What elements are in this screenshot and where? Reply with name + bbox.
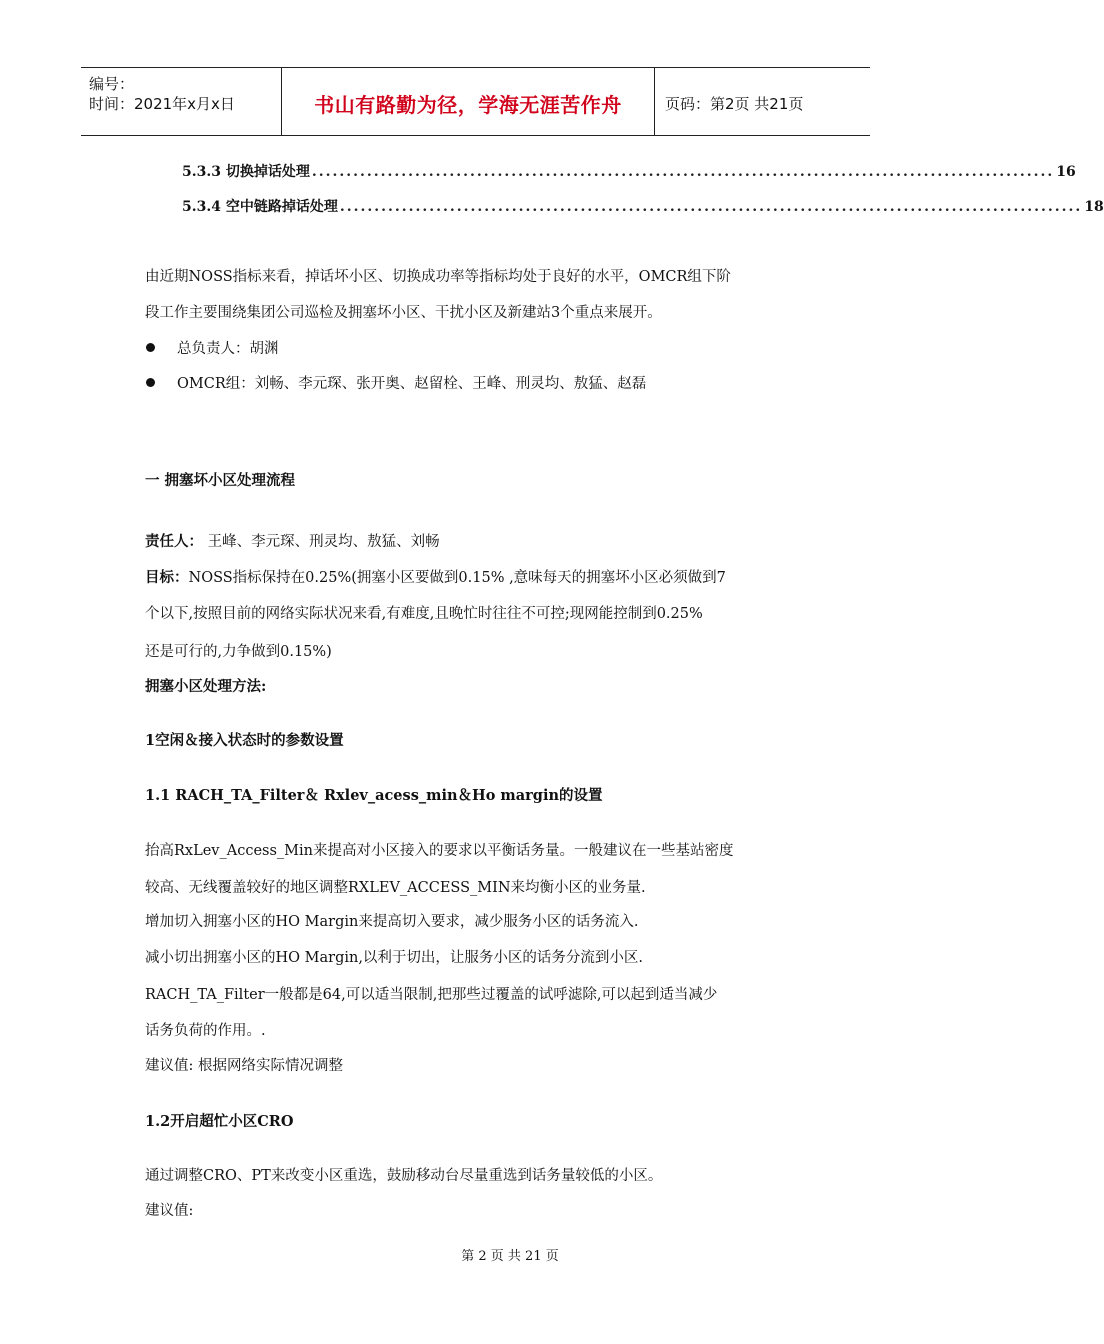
target-label: 目标： [145, 569, 189, 586]
toc-entry[interactable] [182, 196, 1104, 218]
method-heading: 拥塞小区处理方法: [145, 678, 267, 695]
intro-paragraph-line: 由近期NOSS指标来看，掉话坏小区、切换成功率等指标均处于良好的水平，OMCR组下阶 [145, 269, 731, 285]
body-line: 增加切入拥塞小区的HO Margin来提高切入要求，减少服务小区的话务流入. [145, 914, 639, 930]
toc-leader-dots: ............................................................................................................ [311, 164, 1055, 180]
toc-entry-label: 5.3.3 切换掉话处理 [182, 164, 310, 180]
toc-entry-page: 16 [1056, 164, 1076, 180]
body-line: 抬高RxLev_Access_Min来提高对小区接入的要求以平衡话务量。一般建议在一些基站密度 [145, 843, 734, 859]
list-item [145, 372, 815, 393]
page-header [81, 67, 870, 136]
body-line: 话务负荷的作用。. [145, 1023, 266, 1039]
subsection-heading: 1.2开启超忙小区CRO [145, 1113, 294, 1130]
list-item-text: 总负责人：胡渊 [177, 341, 279, 357]
owner-value: 王峰、李元琛、刑灵均、敖猛、刘畅 [203, 534, 440, 550]
intro-paragraph-line: 段工作主要围绕集团公司巡检及拥塞坏小区、干扰小区及新建站3个重点来展开。 [145, 305, 662, 321]
page-footer: 第 2 页 共 21 页 [461, 1249, 559, 1264]
header-page-info: 页码：第2页 共21页 [665, 95, 804, 113]
target-text: NOSS指标保持在0.25%(拥塞小区要做到0.15% ,意味每天的拥塞坏小区必须做到7 [188, 570, 726, 586]
toc-entry[interactable] [182, 161, 1076, 183]
body-line: RACH_TA_Filter一般都是64,可以适当限制,把那些过覆盖的试呼滤除,可以起到适当减少 [145, 987, 718, 1003]
header-motto: 书山有路勤为径，学海无涯苦作舟 [282, 68, 655, 135]
document-number-label: 编号： [89, 75, 135, 93]
subsection-heading: 1.1 RACH_TA_Filter＆ Rxlev_acess_min＆Ho margin的设置 [145, 787, 603, 804]
toc-entry-page: 18 [1084, 199, 1104, 215]
toc-leader-dots: ............................................................................................................ [339, 199, 1083, 215]
toc-entry-label: 5.3.4 空中链路掉话处理 [182, 199, 338, 215]
bullet-icon [146, 378, 155, 387]
target-line [145, 566, 815, 587]
body-line: 较高、无线覆盖较好的地区调整RXLEV_ACCESS_MIN来均衡小区的业务量. [145, 880, 646, 896]
body-line: 建议值: [145, 1203, 194, 1219]
bullet-icon [146, 343, 155, 352]
section-heading: 一 拥塞坏小区处理流程 [145, 472, 296, 489]
subsection-heading: 1空闲＆接入状态时的参数设置 [145, 732, 344, 749]
list-item-text: OMCR组：刘畅、李元琛、张开奥、赵留栓、王峰、刑灵均、敖猛、赵磊 [177, 376, 647, 392]
header-meta [81, 68, 282, 135]
body-line: 通过调整CRO、PT来改变小区重选，鼓励移动台尽量重选到话务量较低的小区。 [145, 1168, 663, 1184]
body-line: 减小切出拥塞小区的HO Margin,以利于切出，让服务小区的话务分流到小区. [145, 950, 644, 966]
document-date: 时间：2021年x月x日 [89, 95, 235, 113]
owner-line [145, 530, 815, 551]
target-line: 还是可行的,力争做到0.15%) [145, 644, 332, 660]
target-line: 个以下,按照目前的网络实际状况来看,有难度,且晚忙时往往不可控;现网能控制到0.25% [145, 606, 703, 622]
body-line: 建议值: 根据网络实际情况调整 [145, 1058, 343, 1074]
owner-label: 责任人： [145, 533, 203, 550]
list-item [145, 337, 815, 358]
